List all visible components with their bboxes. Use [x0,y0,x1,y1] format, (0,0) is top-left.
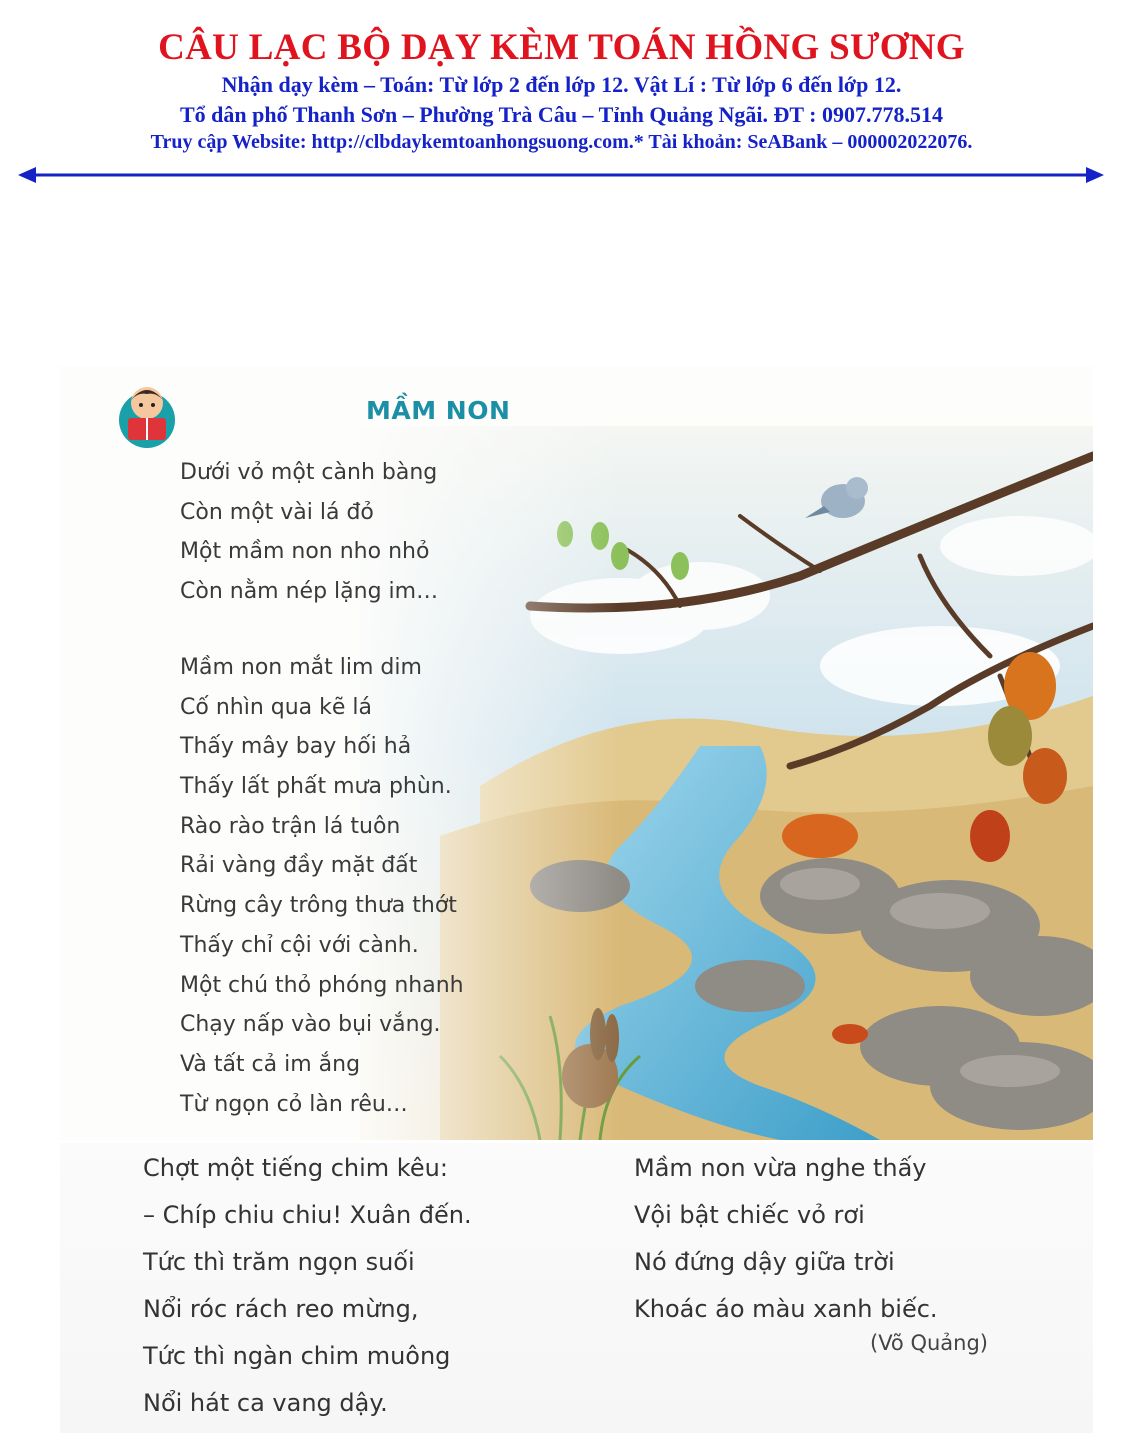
reading-boy-icon [104,376,190,448]
poem-line: Còn một vài lá đỏ [180,499,374,525]
poem-line: Chạy nấp vào bụi vắng. [180,1012,441,1038]
poem-line: Mầm non mắt lim dim [180,655,422,680]
address-phone: Tổ dân phố Thanh Sơn – Phường Trà Câu – Tỉnh Quảng Ngãi. ĐT : 0907.778.514 [179,102,943,127]
poem-line: Một mầm non nho nhỏ [180,539,430,565]
poem-line: Nó đứng dậy giữa trời [634,1248,895,1276]
poem-illustration-panel [60,366,1093,1140]
poem-line: Thấy chỉ cội với cành. [180,932,419,958]
poem-line: Chợt một tiếng chim kêu: [143,1154,448,1182]
poem-line: Thấy mây bay hối hả [180,734,412,760]
poem-line: Khoác áo màu xanh biếc. [634,1295,938,1323]
poem-title: MẦM NON [366,396,511,425]
poem-line: Vội bật chiếc vỏ rơi [634,1201,865,1229]
poem-line: Mầm non vừa nghe thấy [634,1154,927,1182]
website-account: Truy cập Website: http://clbdaykemtoanhongsuong.com.* Tài khoản: SeABank – 000002022076. [150,131,973,153]
poem-stanza-2 [180,648,464,1124]
poem-stanza-3-left [143,1145,472,1427]
double-arrow-divider-icon [18,166,1104,184]
poem-line: Từ ngọn cỏ làn rêu… [180,1091,408,1117]
club-title: CÂU LẠC BỘ DẠY KÈM TOÁN HỒNG SƯƠNG [158,27,965,68]
poem-line: Nổi hát ca vang dậy. [143,1389,388,1417]
poem-line: Dưới vỏ một cành bàng [180,460,438,485]
poem-line: Một chú thỏ phóng nhanh [180,972,464,998]
poem-line: Cố nhìn qua kẽ lá [180,694,372,720]
poem-line: Tức thì ngàn chim muông [143,1342,451,1370]
teaching-info: Nhận dạy kèm – Toán: Từ lớp 2 đến lớp 12. Vật Lí : Từ lớp 6 đến lớp 12. [221,72,902,97]
poem-stanza-3-right [634,1145,938,1333]
poem-line: Tức thì trăm ngọn suối [143,1248,415,1276]
poem-author: (Võ Quảng) [870,1331,988,1355]
poem-line: Rải vàng đầy mặt đất [180,853,418,879]
poem-line: Thấy lất phất mưa phùn. [180,774,452,800]
poem-line: Còn nằm nép lặng im… [180,579,439,605]
poem-line: Rừng cây trông thưa thớt [180,893,457,919]
poem-stanza-1 [180,453,438,612]
poem-line: Nổi róc rách reo mừng, [143,1295,419,1323]
poem-line: Và tất cả im ắng [180,1051,361,1077]
poem-line: Rào rào trận lá tuôn [180,813,401,839]
poem-line: – Chíp chiu chiu! Xuân đến. [143,1201,472,1229]
poem-final-section [60,1143,1093,1433]
